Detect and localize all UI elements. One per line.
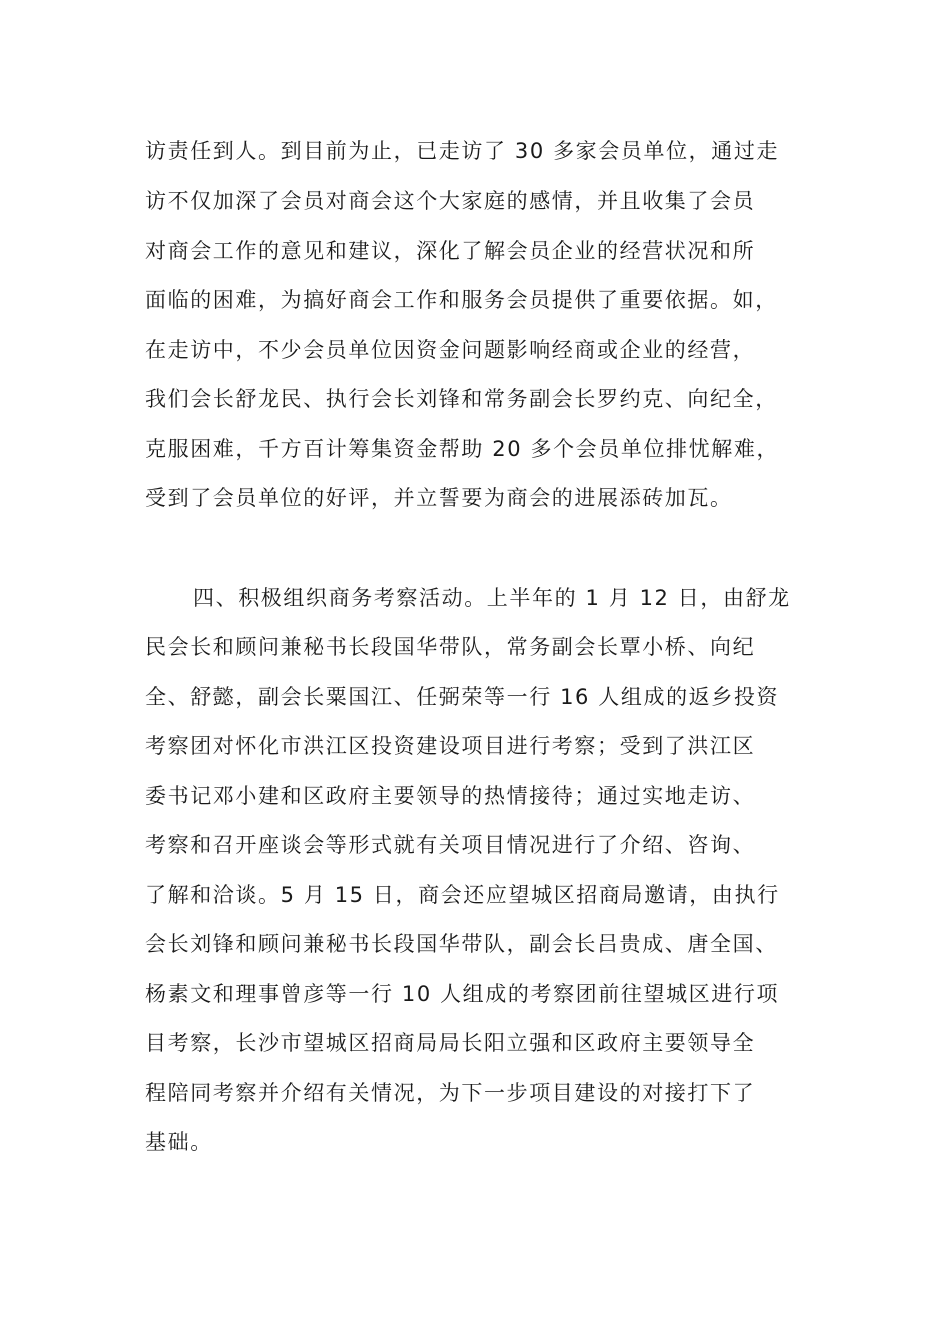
paragraph-1-line-5: 在走访中，不少会员单位因资金问题影响经商或企业的经营， <box>145 338 756 362</box>
paragraph-1-line-1: 访责任到人。到目前为止，已走访了 30 多家会员单位，通过走 <box>145 139 780 163</box>
paragraph-1-line-2: 访不仅加深了会员对商会这个大家庭的感情，并且收集了会员 <box>145 189 756 213</box>
paragraph-2-line-1: 四、积极组织商务考察活动。上半年的 1 月 12 日，由舒龙 <box>193 586 791 610</box>
paragraph-2-line-3: 全、舒懿，副会长粟国江、任弼荣等一行 16 人组成的返乡投资 <box>145 685 780 709</box>
paragraph-2-line-2: 民会长和顾问兼秘书长段国华带队，常务副会长覃小桥、向纪 <box>145 635 756 659</box>
paragraph-1-line-3: 对商会工作的意见和建议，深化了解会员企业的经营状况和所 <box>145 239 756 263</box>
paragraph-2-line-6: 考察和召开座谈会等形式就有关项目情况进行了介绍、咨询、 <box>145 833 756 857</box>
paragraph-2-line-4: 考察团对怀化市洪江区投资建设项目进行考察；受到了洪江区 <box>145 734 756 758</box>
paragraph-1-line-8: 受到了会员单位的好评，并立誓要为商会的进展添砖加瓦。 <box>145 486 733 510</box>
paragraph-2-line-11: 程陪同考察并介绍有关情况，为下一步项目建设的对接打下了 <box>145 1081 756 1105</box>
paragraph-2-line-10: 目考察，长沙市望城区招商局局长阳立强和区政府主要领导全 <box>145 1031 756 1055</box>
paragraph-2-line-9: 杨素文和理事曾彦等一行 10 人组成的考察团前往望城区进行项 <box>145 982 780 1006</box>
paragraph-1-line-6: 我们会长舒龙民、执行会长刘锋和常务副会长罗约克、向纪全， <box>145 387 778 411</box>
paragraph-2-line-12: 基础。 <box>145 1130 213 1154</box>
paragraph-2-line-8: 会长刘锋和顾问兼秘书长段国华带队，副会长吕贵成、唐全国、 <box>145 932 778 956</box>
paragraph-1-line-7: 克服困难，千方百计筹集资金帮助 20 多个会员单位排忧解难， <box>145 437 780 461</box>
paragraph-1-line-4: 面临的困难，为搞好商会工作和服务会员提供了重要依据。如， <box>145 288 778 312</box>
paragraph-2-line-5: 委书记邓小建和区政府主要领导的热情接待；通过实地走访、 <box>145 784 756 808</box>
paragraph-2-line-7: 了解和洽谈。5 月 15 日，商会还应望城区招商局邀请，由执行 <box>145 883 780 907</box>
